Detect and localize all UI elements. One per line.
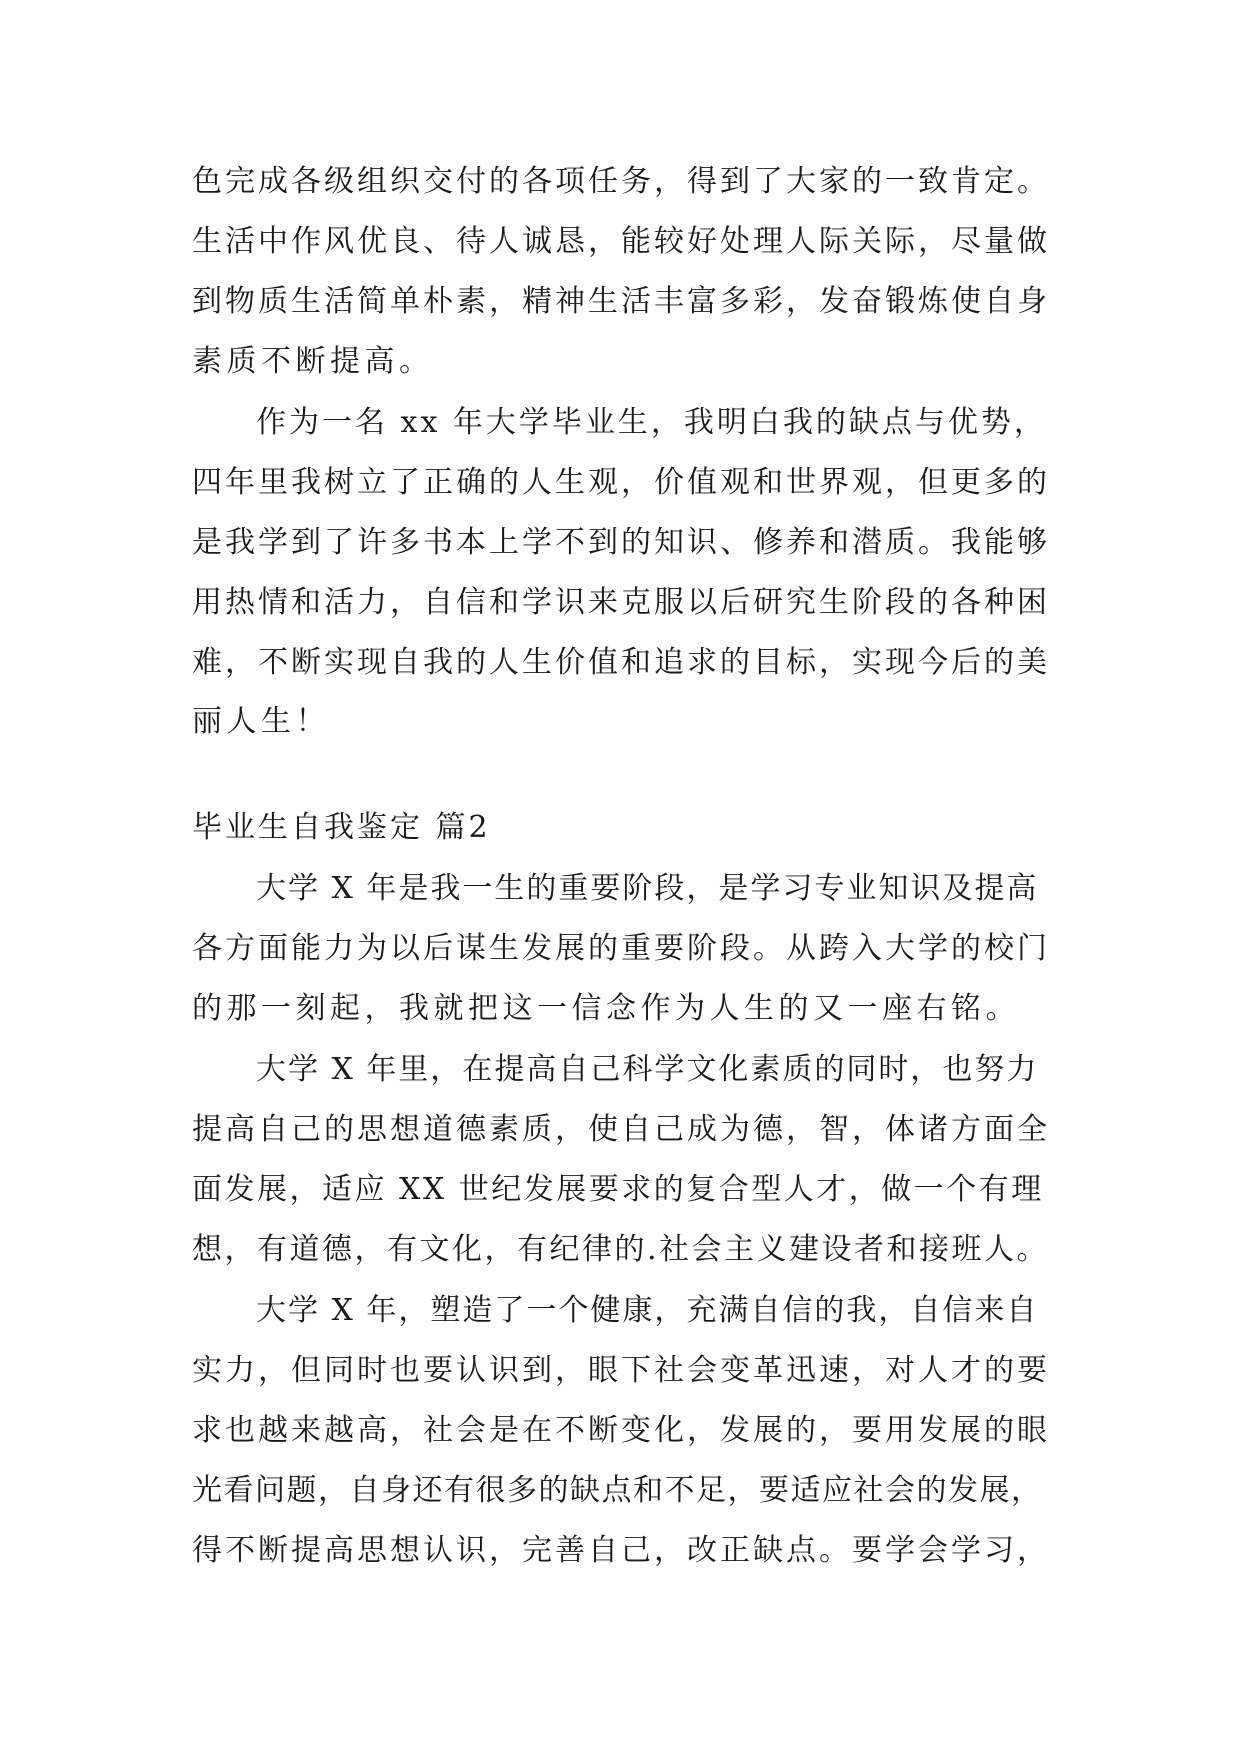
text-line: 实力，但同时也要认识到，眼下社会变革迅速，对人才的要 xyxy=(192,1353,1050,1388)
text-line: 求也越来越高，社会是在不断变化，发展的，要用发展的眼 xyxy=(192,1413,1050,1448)
text-line: 生活中作风优良、待人诚恳，能较好处理人际关际，尽量做 xyxy=(192,224,1050,259)
text-line: 提高自己的思想道德素质，使自己成为德，智，体诸方面全 xyxy=(192,1112,1050,1147)
text-line: 是我学到了许多书本上学不到的知识、修养和潜质。我能够 xyxy=(192,525,1050,560)
text-line: 想，有道德，有文化，有纪律的.社会主义建设者和接班人。 xyxy=(192,1232,1050,1267)
text-line: 作为一名 xx 年大学毕业生，我明白我的缺点与优势， xyxy=(256,405,1047,440)
text-line: 面发展，适应 XX 世纪发展要求的复合型人才，做一个有理 xyxy=(192,1172,1044,1207)
section-heading: 毕业生自我鉴定 篇2 xyxy=(192,810,491,845)
text-line: 大学 X 年里，在提高自己科学文化素质的同时，也努力 xyxy=(256,1052,1039,1087)
text-line: 四年里我树立了正确的人生观，价值观和世界观，但更多的 xyxy=(192,465,1050,500)
text-line: 光看问题，自身还有很多的缺点和不足，要适应社会的发展， xyxy=(192,1473,1043,1508)
text-line: 色完成各级组织交付的各项任务，得到了大家的一致肯定。 xyxy=(192,164,1050,199)
text-line: 得不断提高思想认识，完善自己，改正缺点。要学会学习， xyxy=(192,1533,1050,1568)
text-line: 难，不断实现自我的人生价值和追求的目标，实现今后的美 xyxy=(192,645,1050,680)
text-line: 大学 X 年，塑造了一个健康，充满自信的我，自信来自 xyxy=(256,1293,1039,1328)
text-line: 大学 X 年是我一生的重要阶段，是学习专业知识及提高 xyxy=(256,871,1039,906)
text-line: 素质不断提高。 xyxy=(192,344,434,379)
text-line: 用热情和活力，自信和学识来克服以后研究生阶段的各种困 xyxy=(192,585,1050,620)
text-line: 各方面能力为以后谋生发展的重要阶段。从跨入大学的校门 xyxy=(192,931,1050,966)
text-line: 丽人生！ xyxy=(192,704,330,739)
text-line: 的那一刻起，我就把这一信念作为人生的又一座右铭。 xyxy=(192,991,1020,1026)
text-line: 到物质生活简单朴素，精神生活丰富多彩，发奋锻炼使自身 xyxy=(192,284,1050,319)
